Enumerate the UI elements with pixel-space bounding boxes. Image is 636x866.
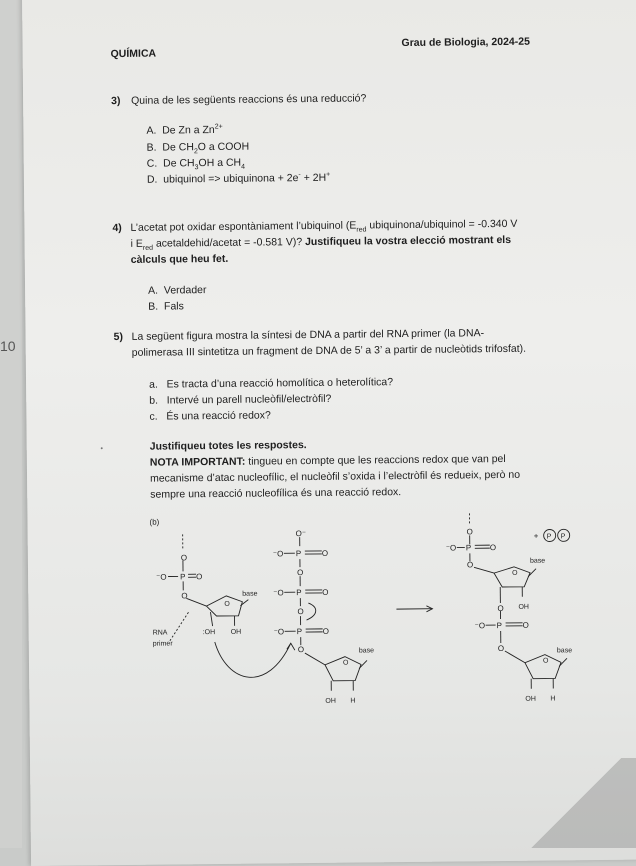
bond: [240, 600, 248, 606]
exam-page: [22, 0, 636, 866]
atom-o: O: [196, 572, 202, 581]
q4-line-2: i $E_{red}$ acetaldehid/acetat = -0.581 V)? Justifiqueu la vostra elecció mostrant els: [131, 233, 512, 251]
q5-sub-b: b. Intervé un parell nucleòfil/electròfil?: [149, 392, 331, 408]
oh-label: OH: [525, 696, 536, 703]
q3-option-d: D. ubiquinol => ubiquinona + 2e- + 2H+: [147, 171, 330, 187]
atom-o: O: [298, 645, 304, 654]
atom-o: O: [497, 604, 503, 613]
atom-o: O: [467, 527, 473, 536]
atom-p: P: [466, 543, 471, 552]
atom-o-minus: ⁻O: [446, 543, 457, 552]
oh-label: OH: [518, 604, 529, 611]
justify-instruction: Justifiqueu totes les respostes.: [150, 438, 307, 454]
q3-option-b: B. De $CH_2O$ a COOH: [147, 140, 250, 155]
base-label: base: [242, 591, 257, 598]
q4-option-b: B. Fals: [148, 299, 184, 313]
q4-number: 4): [112, 221, 121, 235]
atom-o-minus: ⁻O: [475, 621, 486, 630]
ring-o: O: [543, 658, 549, 665]
q4-line-3: càlculs que heu fet.: [131, 252, 229, 267]
desk-background: [0, 0, 22, 848]
atom-o: O: [322, 549, 328, 558]
atom-p: P: [297, 627, 302, 636]
atom-o-minus: ⁻O: [273, 588, 284, 597]
ring-o: O: [512, 570, 518, 577]
primer-label: primer: [153, 640, 174, 647]
atom-o-minus: ⁻O: [274, 627, 285, 636]
bond: [305, 653, 325, 665]
h-label: H: [550, 695, 555, 702]
atom-o: O: [181, 591, 187, 600]
q3-option-c: C. De $CH_3OH$ a $CH_4$: [147, 156, 245, 171]
q5-number: 5): [114, 330, 123, 344]
ring-o: O: [224, 601, 230, 608]
primer-pointer: [168, 612, 188, 642]
nucleophile-oh: :OH: [203, 629, 216, 636]
atom-o: O: [467, 560, 473, 569]
atom-o: O: [297, 607, 303, 616]
q5-line-2: polimerasa III sintetitza un fragment de DNA de 5’ a 3’ a partir de nucleòtids trifosfat).: [132, 342, 526, 360]
atom-o: O: [323, 627, 329, 636]
base-label: base: [530, 558, 545, 565]
pyrophosphate-p1-label: P: [547, 533, 552, 540]
note-line-1: NOTA IMPORTANT: tingueu en compte que les reaccions redox que van pel: [150, 452, 506, 470]
attack-arrow: [215, 641, 291, 677]
pyrophosphate-p2-label: P: [561, 533, 566, 540]
atom-p: P: [497, 621, 502, 630]
atom-p: P: [296, 588, 301, 597]
bond: [210, 612, 212, 626]
desk-shadow: [516, 758, 636, 848]
dna-synthesis-figure: [22, 0, 630, 756]
atom-o: O: [297, 568, 303, 577]
atom-o: O: [490, 543, 496, 552]
bond: [186, 598, 206, 606]
atom-o: O: [498, 644, 504, 653]
q5-sub-c: c. És una reacció redox?: [149, 408, 271, 423]
q5-line-1: La següent figura mostra la síntesi de DNA a partir del RNA primer (la DNA-: [132, 326, 485, 344]
base-label: base: [359, 647, 374, 654]
atom-o-minus: ⁻O: [156, 573, 167, 582]
q3-option-a: A. De Zn a $Zn^{2+}$: [146, 123, 222, 138]
atom-p: P: [180, 572, 185, 581]
atom-p: P: [296, 549, 301, 558]
leaving-arrow: [306, 603, 315, 620]
note-line-3: sempre una reacció nucleofílica és una reacció redox.: [150, 485, 401, 502]
subject-title: QUÍMICA: [111, 47, 157, 61]
q3-number: 3): [111, 94, 120, 108]
ring-o: O: [343, 660, 349, 667]
atom-o-minus: O⁻: [296, 529, 307, 538]
atom-o-minus: ⁻O: [273, 549, 284, 558]
rna-label: RNA: [153, 630, 168, 637]
atom-o: O: [181, 553, 187, 562]
oh-label: OH: [325, 698, 336, 705]
h-label: H: [350, 698, 355, 705]
desk-mark: 10: [0, 338, 16, 354]
oh-label: OH: [231, 629, 242, 636]
note-line-2: mecanisme d’atac nucleofílic, el nucleòfil s’oxida i l’electròfil és redueix, però no: [150, 468, 520, 486]
panel-label: (b): [149, 518, 159, 527]
plus-sign: +: [534, 532, 539, 541]
course-title: Grau de Biologia, 2024-25: [401, 35, 530, 50]
base-label: base: [557, 647, 572, 654]
atom-o: O: [322, 588, 328, 597]
atom-o: O: [523, 621, 529, 630]
q4-option-a: A. Verdader: [148, 283, 207, 298]
q5-sub-a: a. Es tracta d’una reacció homolítica o heterolítica?: [149, 375, 393, 392]
q4-line-1: L’acetat pot oxidar espontàniament l’ubiquinol ($E_{red}$ ubiquinona/ubiquinol = -0.340 V: [130, 217, 517, 235]
q3-question: Quina de les següents reaccions és una reducció?: [131, 91, 366, 107]
